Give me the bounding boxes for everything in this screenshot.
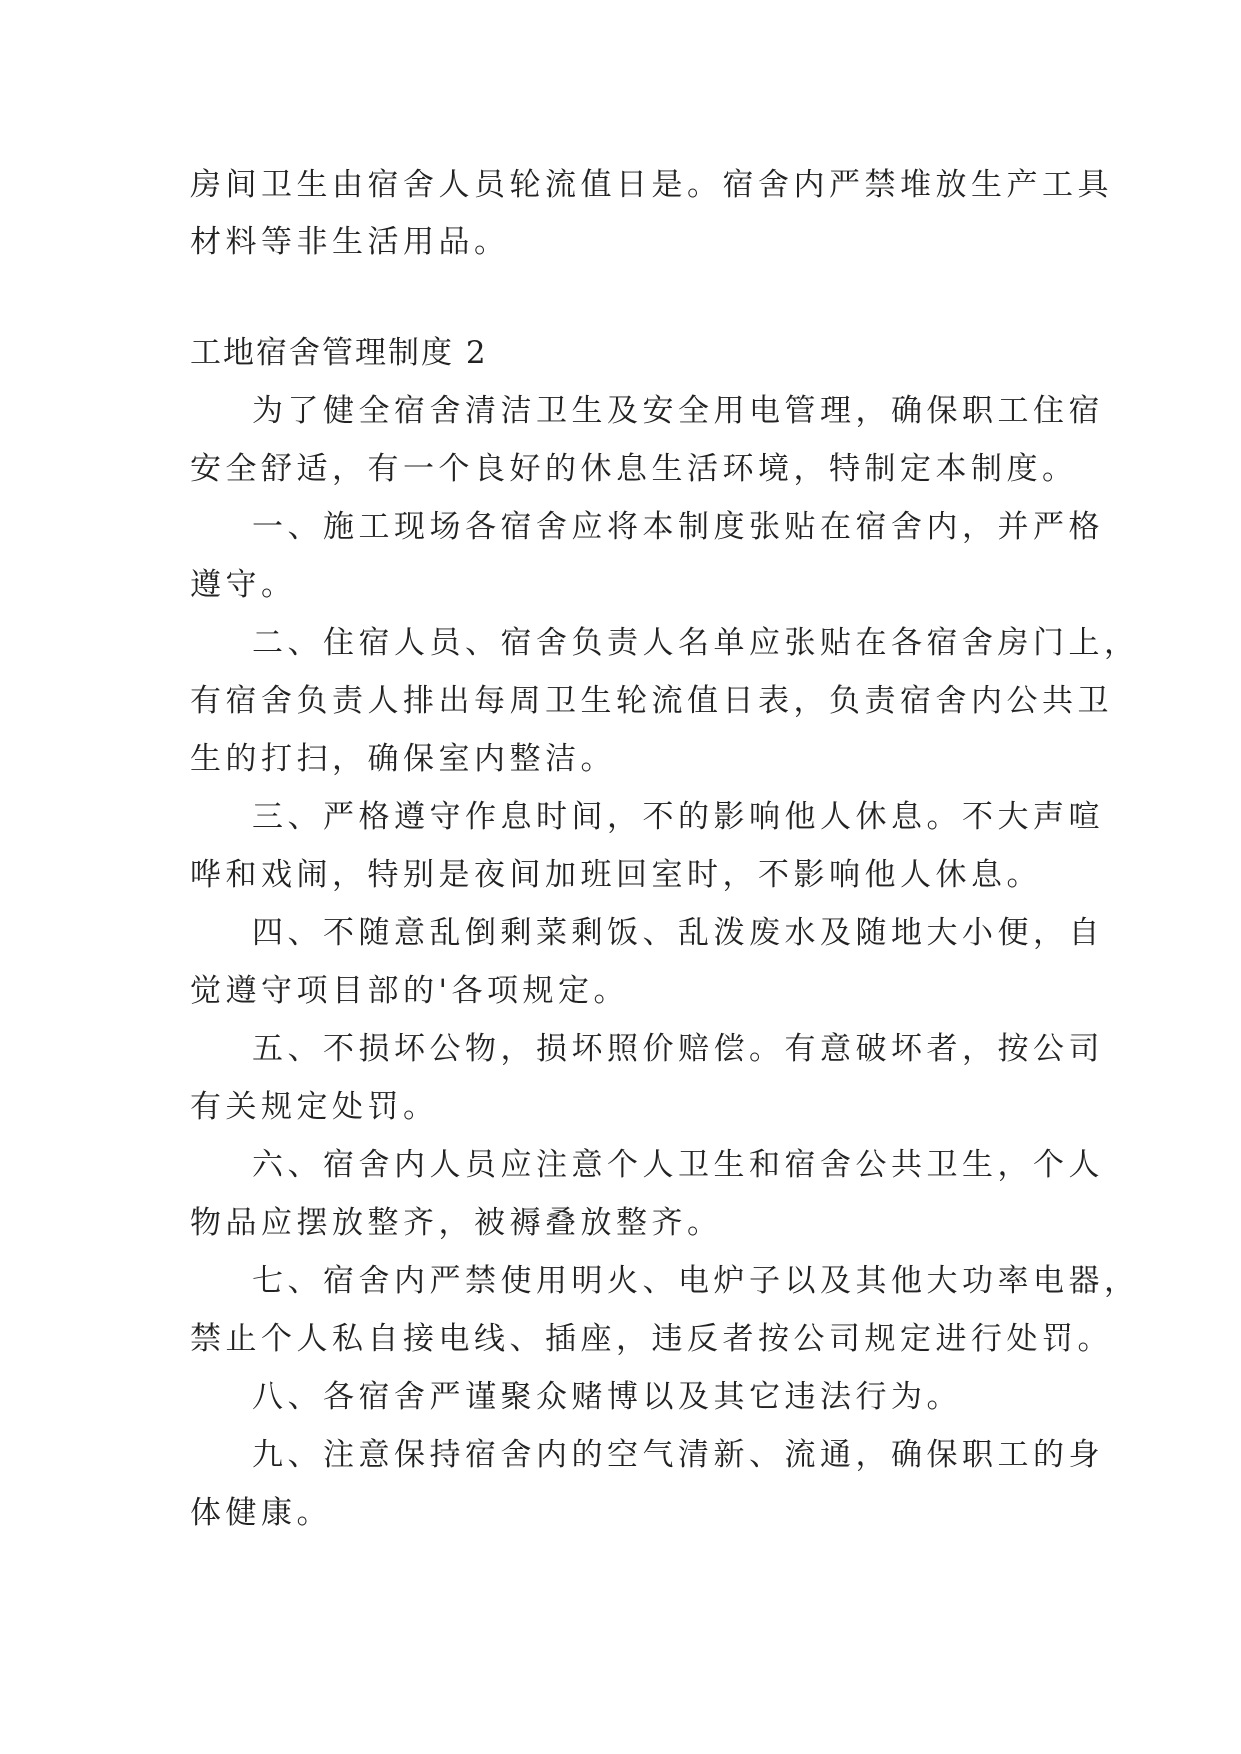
list-item-6: 六、宿舍内人员应注意个人卫生和宿舍公共卫生，个人 — [252, 1147, 1104, 1183]
body-text-line: 有关规定处罚。 — [190, 1089, 439, 1125]
body-text-line: 遵守。 — [190, 567, 297, 603]
list-item-9: 九、注意保持宿舍内的空气清新、流通，确保职工的身 — [252, 1437, 1104, 1473]
body-text-line: 禁止个人私自接电线、插座，违反者按公司规定进行处罚。 — [190, 1321, 1113, 1357]
list-item-2: 二、住宿人员、宿舍负责人名单应张贴在各宿舍房门上， — [252, 625, 1140, 661]
list-item-4: 四、不随意乱倒剩菜剩饭、乱泼废水及随地大小便，自 — [252, 915, 1104, 951]
list-item-1: 一、施工现场各宿舍应将本制度张贴在宿舍内，并严格 — [252, 509, 1104, 545]
list-item-7: 七、宿舍内严禁使用明火、电炉子以及其他大功率电器， — [252, 1263, 1140, 1299]
body-text-line: 安全舒适，有一个良好的休息生活环境，特制定本制度。 — [190, 451, 1078, 487]
body-text-line: 生的打扫，确保室内整洁。 — [190, 741, 616, 777]
body-text-line: 有宿舍负责人排出每周卫生轮流值日表，负责宿舍内公共卫 — [190, 683, 1113, 719]
list-item-8: 八、各宿舍严谨聚众赌博以及其它违法行为。 — [252, 1379, 962, 1415]
section-heading: 工地宿舍管理制度 2 — [190, 335, 488, 371]
body-text-line: 材料等非生活用品。 — [190, 224, 510, 260]
body-text-line: 体健康。 — [190, 1495, 332, 1531]
list-item-5: 五、不损坏公物，损坏照价赔偿。有意破坏者，按公司 — [252, 1031, 1104, 1067]
list-item-3: 三、严格遵守作息时间，不的影响他人休息。不大声喧 — [252, 799, 1104, 835]
body-text-line: 觉遵守项目部的'各项规定。 — [190, 973, 630, 1009]
paragraph-first-line: 为了健全宿舍清洁卫生及安全用电管理，确保职工住宿 — [252, 393, 1104, 429]
body-text-line: 房间卫生由宿舍人员轮流值日是。宿舍内严禁堆放生产工具 — [190, 167, 1113, 203]
body-text-line: 物品应摆放整齐，被褥叠放整齐。 — [190, 1205, 723, 1241]
body-text-line: 哗和戏闹，特别是夜间加班回室时，不影响他人休息。 — [190, 857, 1042, 893]
